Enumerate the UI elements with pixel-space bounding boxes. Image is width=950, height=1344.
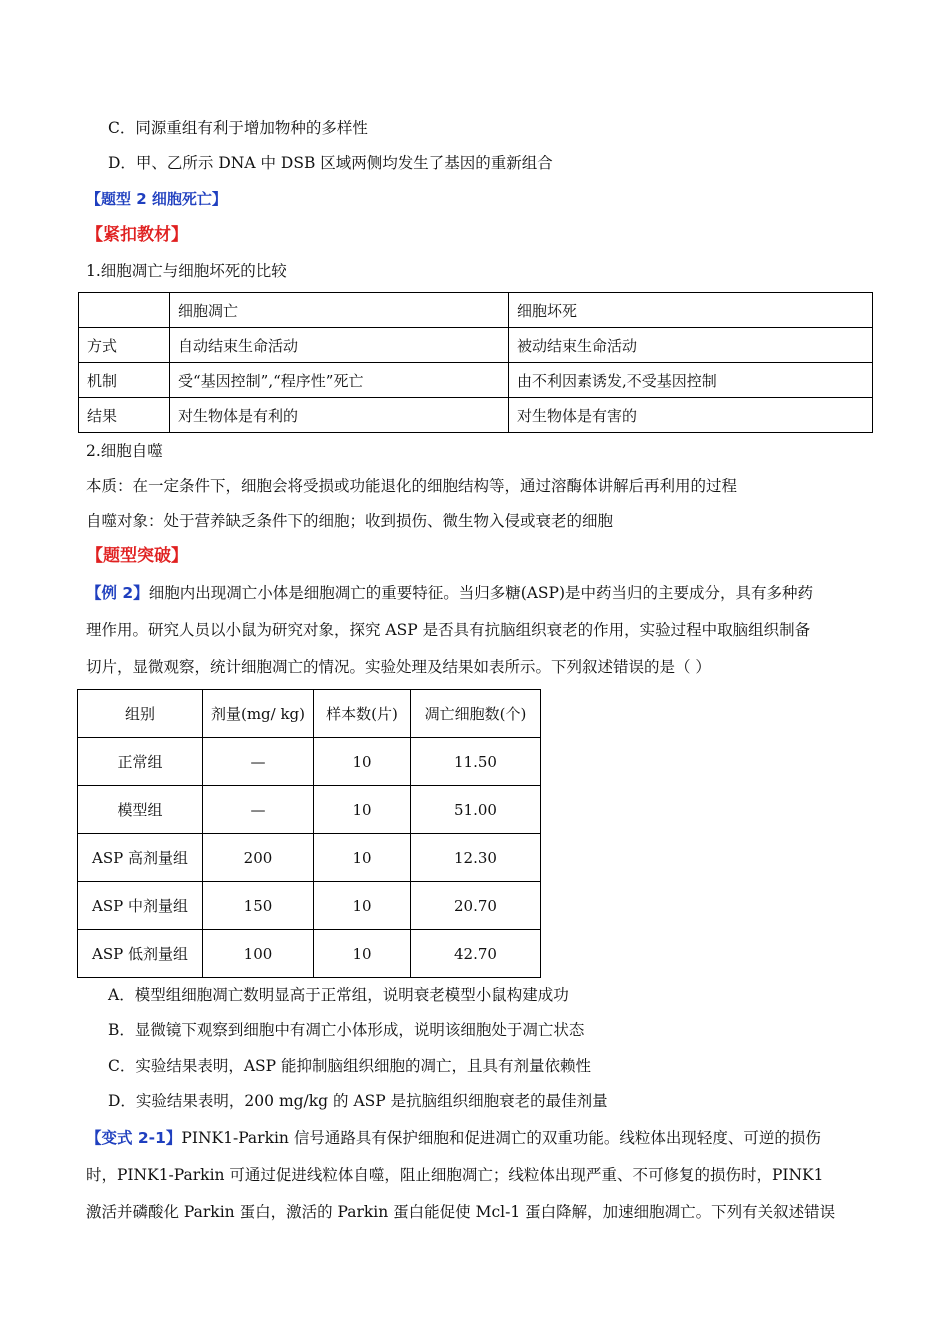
variant-line-2: 时，PINK1-Parkin 可通过促进线粒体自噬，阻止细胞凋亡；线粒体出现严重、不可修复的损伤时，PINK1 [86, 1166, 824, 1184]
table-row [79, 363, 873, 398]
variant-text: PINK1-Parkin 信号通路具有保护细胞和促进凋亡的双重功能。线粒体出现轻度、可逆的损伤 [181, 1129, 821, 1147]
option-a: A．模型组细胞凋亡数明显高于正常组，说明衰老模型小鼠构建成功 [108, 986, 569, 1004]
table-header-cell: 样本数(片) [314, 690, 411, 738]
breakthrough-heading: 【题型突破】 [86, 546, 188, 566]
table-header-cell: 剂量(mg/ kg) [203, 690, 314, 738]
variant-line-1 [86, 1128, 821, 1148]
table-cell: 正常组 [78, 738, 203, 786]
apoptosis-necrosis-table [78, 292, 873, 433]
table-row [78, 738, 541, 786]
option-d-top: D．甲、乙所示 DNA 中 DSB 区域两侧均发生了基因的重新组合 [108, 154, 553, 172]
variant-line-3: 激活并磷酸化 Parkin 蛋白，激活的 Parkin 蛋白能促使 Mcl-1 蛋白降解，加速细胞凋亡。下列有关叙述错误 [86, 1203, 836, 1221]
table-row [78, 690, 541, 738]
section-title: 【题型 2 细胞死亡】 [86, 190, 227, 208]
table-row [78, 786, 541, 834]
example-2-text: 细胞内出现凋亡小体是细胞凋亡的重要特征。当归多糖(ASP)是中药当归的主要成分，具有多种药 [148, 584, 814, 602]
table-header-cell: 组别 [78, 690, 203, 738]
table-row [79, 328, 873, 363]
table-cell [79, 293, 170, 328]
table-cell: 51.00 [411, 786, 541, 834]
point-1-title: 1.细胞凋亡与细胞坏死的比较 [86, 262, 287, 280]
option-b: B．显微镜下观察到细胞中有凋亡小体形成，说明该细胞处于凋亡状态 [108, 1021, 585, 1039]
table-row [79, 398, 873, 433]
table-cell: 10 [314, 930, 411, 978]
table-cell: 机制 [79, 363, 170, 398]
autophagy-essence: 本质：在一定条件下，细胞会将受损或功能退化的细胞结构等，通过溶酶体讲解后再利用的过程 [86, 477, 738, 495]
table-header-cell: 细胞凋亡 [170, 293, 509, 328]
textbook-heading: 【紧扣教材】 [86, 225, 188, 245]
table-cell: 被动结束生命活动 [509, 328, 873, 363]
table-cell: ASP 高剂量组 [78, 834, 203, 882]
table-cell: 150 [203, 882, 314, 930]
table-cell: — [203, 738, 314, 786]
table-cell: 42.70 [411, 930, 541, 978]
table-cell: 100 [203, 930, 314, 978]
table-cell: 10 [314, 738, 411, 786]
autophagy-targets: 自噬对象：处于营养缺乏条件下的细胞；收到损伤、微生物入侵或衰老的细胞 [86, 512, 614, 530]
table-cell: 20.70 [411, 882, 541, 930]
table-cell: ASP 低剂量组 [78, 930, 203, 978]
table-cell: 12.30 [411, 834, 541, 882]
table-cell: 对生物体是有利的 [170, 398, 509, 433]
table-cell: 模型组 [78, 786, 203, 834]
option-c-top: C．同源重组有利于增加物种的多样性 [108, 119, 368, 137]
table-cell: 10 [314, 834, 411, 882]
table-cell: 结果 [79, 398, 170, 433]
example-2-line-1 [86, 583, 813, 603]
variant-tag: 【变式 2-1】 [86, 1129, 182, 1147]
asp-experiment-table [77, 689, 541, 978]
table-cell: 方式 [79, 328, 170, 363]
table-row [78, 834, 541, 882]
table-cell: — [203, 786, 314, 834]
table-cell: 对生物体是有害的 [509, 398, 873, 433]
option-d: D．实验结果表明，200 mg/kg 的 ASP 是抗脑组织细胞衰老的最佳剂量 [108, 1092, 608, 1110]
table-row [79, 293, 873, 328]
table-header-cell: 凋亡细胞数(个) [411, 690, 541, 738]
table-header-cell: 细胞坏死 [509, 293, 873, 328]
table-cell: 受“基因控制”,“程序性”死亡 [170, 363, 509, 398]
table-cell: 由不利因素诱发,不受基因控制 [509, 363, 873, 398]
table-row [78, 882, 541, 930]
example-2-line-2: 理作用。研究人员以小鼠为研究对象，探究 ASP 是否具有抗脑组织衰老的作用，实验过程中取脑组织制备 [86, 621, 811, 639]
option-c: C．实验结果表明，ASP 能抑制脑组织细胞的凋亡，且具有剂量依赖性 [108, 1057, 592, 1075]
table-cell: 11.50 [411, 738, 541, 786]
table-cell: ASP 中剂量组 [78, 882, 203, 930]
example-2-line-3: 切片，显微观察，统计细胞凋亡的情况。实验处理及结果如表所示。下列叙述错误的是（ ） [86, 658, 711, 676]
example-2-tag: 【例 2】 [86, 584, 149, 602]
point-2-title: 2.细胞自噬 [86, 442, 163, 460]
table-cell: 10 [314, 786, 411, 834]
table-cell: 自动结束生命活动 [170, 328, 509, 363]
table-cell: 200 [203, 834, 314, 882]
table-cell: 10 [314, 882, 411, 930]
table-row [78, 930, 541, 978]
